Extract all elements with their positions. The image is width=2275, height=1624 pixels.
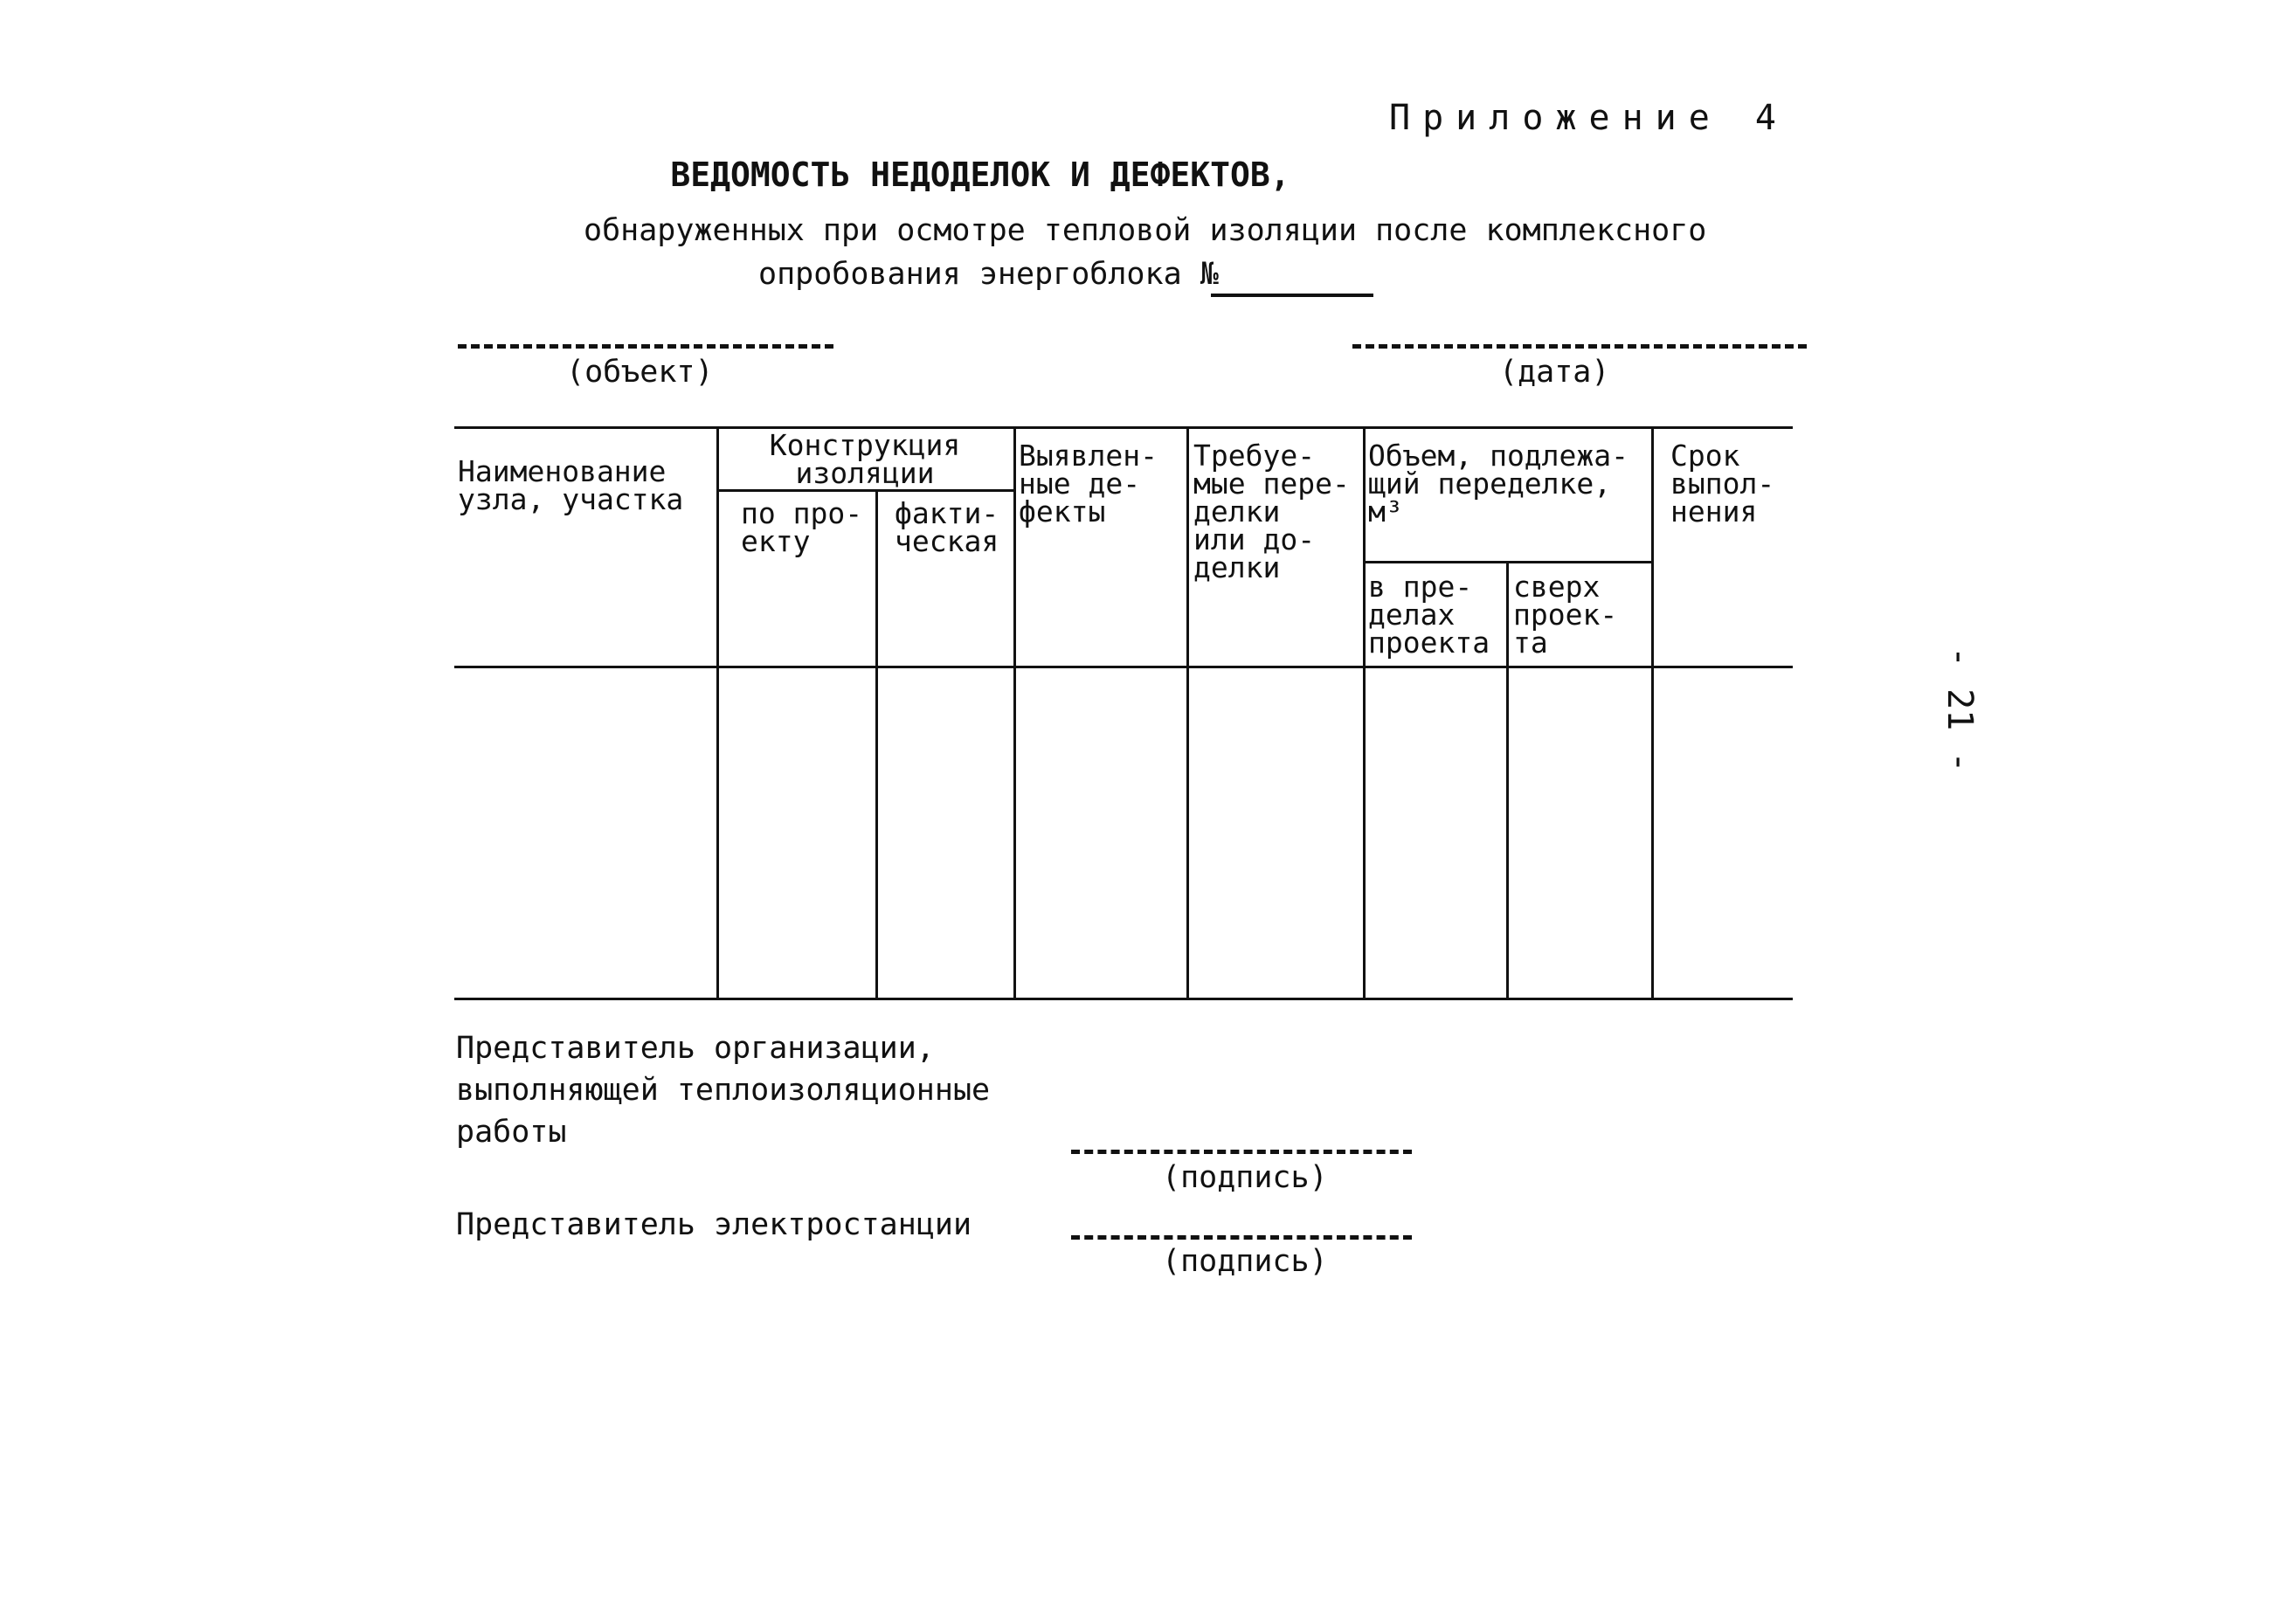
object-label: (объект) [566, 355, 714, 390]
col-header-required: Требуе- мые пере- делки или до- делки [1193, 439, 1350, 584]
col-header-beyond: сверх проек- та [1513, 570, 1618, 660]
subtitle-line-2: опробования энергоблока № [758, 257, 1219, 292]
col-header-construction: Конструкция изоляции [769, 428, 961, 490]
col-divider-3 [1013, 426, 1016, 999]
defects-table [454, 426, 1793, 1001]
col-header-volume: Объем, подлежа- щий переделке, м³ [1368, 439, 1629, 529]
page-number: - 21 - [1940, 646, 1980, 773]
col-divider-4 [1186, 426, 1189, 999]
table-bottom-border [454, 998, 1793, 1000]
col-header-name: Наименование узла, участка [458, 454, 684, 516]
col-divider-6 [1506, 561, 1509, 999]
col-divider-7 [1651, 426, 1654, 999]
org-representative-label: Представитель организации, выполняющей теплоизоляционные работы [456, 1031, 991, 1150]
plant-representative-label: Представитель электростанции [456, 1207, 972, 1242]
org-signature-label: (подпись) [1162, 1160, 1328, 1195]
col-divider-5 [1363, 426, 1366, 999]
date-blank-line [1352, 344, 1807, 349]
col-divider-1 [716, 426, 719, 999]
subtitle-line-1: обнаруженных при осмотре тепловой изоляции после комплексного [584, 213, 1707, 248]
col-divider-2 [875, 489, 878, 999]
document-title: ВЕДОМОСТЬ НЕДОДЕЛОК И ДЕФЕКТОВ, [670, 155, 1290, 194]
object-blank-line [458, 344, 833, 349]
col-header-within: в пре- делах проекта [1368, 570, 1490, 660]
col-header-deadline: Срок выпол- нения [1670, 439, 1775, 529]
plant-signature-label: (подпись) [1162, 1244, 1328, 1279]
unit-number-blank [1211, 294, 1373, 297]
col-header-actual: факти- ческая [895, 496, 999, 558]
date-label: (дата) [1499, 355, 1610, 390]
plant-signature-line [1071, 1235, 1412, 1240]
col-header-defects: Выявлен- ные де- фекты [1019, 439, 1158, 529]
table-top-border [454, 426, 1793, 429]
org-signature-line [1071, 1150, 1412, 1154]
appendix-label: Приложение 4 [1389, 98, 1788, 138]
header-bottom-border [454, 666, 1793, 668]
col-header-project: по про- екту [741, 496, 863, 558]
